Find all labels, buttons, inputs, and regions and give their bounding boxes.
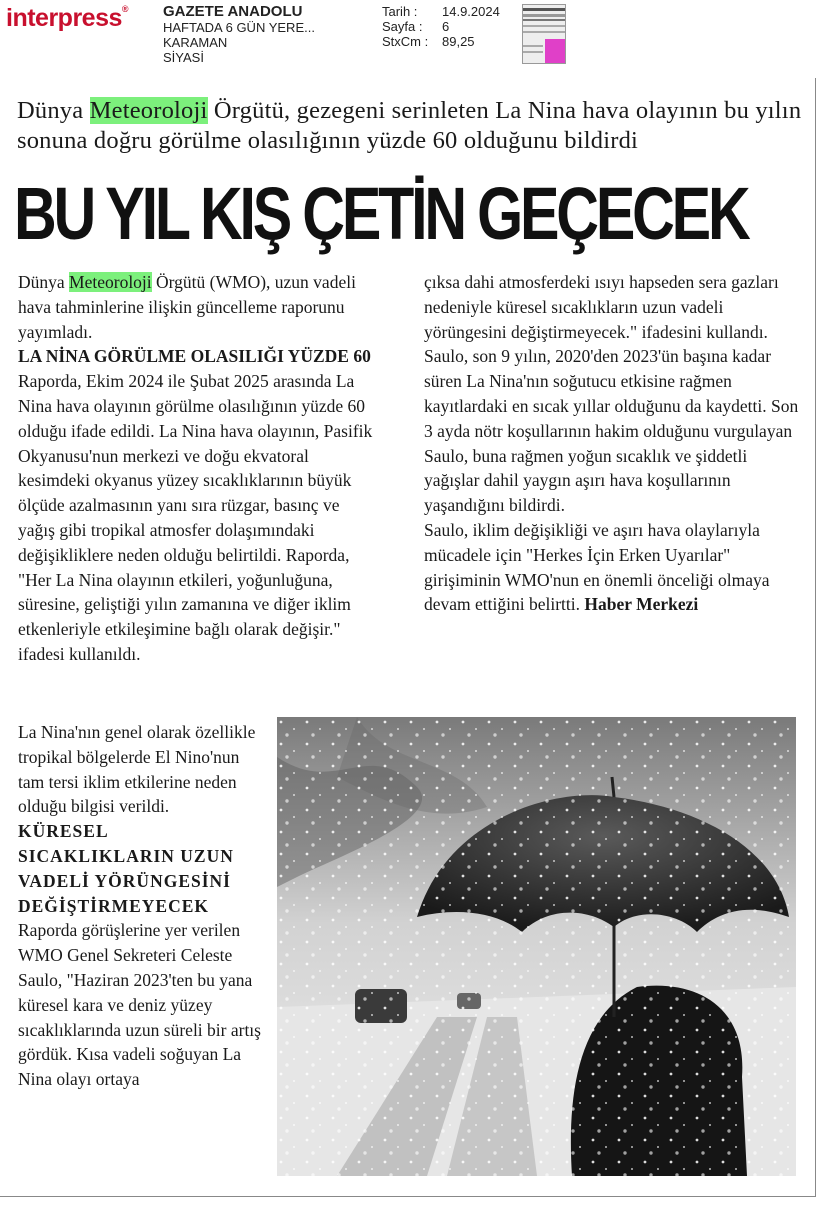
page-thumbnail[interactable] xyxy=(522,4,566,64)
meta-value-page: 6 xyxy=(442,19,450,34)
article-photo xyxy=(277,717,796,1176)
meta-label-date: Tarih : xyxy=(382,4,418,19)
publication-edition: HAFTADA 6 GÜN YERE... xyxy=(163,20,315,35)
publication-section: SİYASİ xyxy=(163,50,204,65)
meta-label-page: Sayfa : xyxy=(382,19,423,34)
publication-city: KARAMAN xyxy=(163,35,228,50)
meta-value-stxcm: 89,25 xyxy=(442,34,475,49)
article-column-1: Dünya Meteoroloji Örgütü (WMO), uzun vadeli hava tahminlerine ilişkin güncelleme raporunu yayımladı. LA NİNA GÖRÜLME OLASILIĞI YÜZDE 60 Raporda, Ekim 2024 ile Şubat 2025 arasında La Nina hava olayının görülme olasılığının yüzde 60 olduğu ifade edildi. La Nina hava olayının, Pasifik Okyanusu'nun merkezi ve doğu ekvatoral kesimdeki okyanus yüzey sıcaklıklarının büyük ölçüde azalmasının yanı sıra rüzgar, basınç ve yağış gibi tropikal atmosfer dolaşımındaki değişikliklere neden olduğu belirtildi. Raporda, "Her La Nina olayının etkileri, yoğunluğuna, süresine, geliştiği yılın zamanına ve diğer iklim etkenleriyle etkileşimine bağlı olarak değişir." ifadesi kullanıldı. xyxy=(18,272,373,664)
section-heading: LA NİNA GÖRÜLME OLASILIĞI YÜZDE 60 xyxy=(18,346,371,367)
publication-name: GAZETE ANADOLU xyxy=(163,3,303,20)
article-subtitle: Dünya Meteoroloji Örgütü, gezegeni serinleten La Nina hava olayının bu yılın sonuna doğru görülme olasılığının yüzde 60 olduğunu bildirdi xyxy=(17,97,802,154)
article-column-3: La Nina'nın genel olarak özellikle tropikal bölgelerde El Nino'nun tam tersi iklim etkilerine neden olduğu bilgisi verildi. KÜRESEL SICAKLIKLARIN UZUN VADELİ YÖRÜNGESİNİ DEĞİŞTİRMEYECEK Raporda görüşlerine yer verilen WMO Genel Sekreteri Celeste Saulo, "Haziran 2023'ten bu yana küresel kara ve deniz yüzey sıcaklıklarında uzun süreli bir artış gördük. Kısa vadeli soğuyan La Nina olayı ortaya xyxy=(18,720,268,1092)
highlight-keyword: Meteoroloji xyxy=(69,272,152,292)
article-headline: BU YIL KIŞ ÇETİN GEÇECEK xyxy=(14,172,748,255)
section-heading: KÜRESEL SICAKLIKLARIN UZUN VADELİ YÖRÜNGESİNİ DEĞİŞTİRMEYECEK xyxy=(18,821,234,916)
interpress-logo: interpress® xyxy=(6,4,129,32)
snow-umbrella-illustration xyxy=(277,717,796,1176)
highlight-keyword: Meteoroloji xyxy=(89,97,208,124)
meta-label-stxcm: StxCm : xyxy=(382,34,429,49)
article-byline: Haber Merkezi xyxy=(584,594,699,615)
article-column-2: çıksa dahi atmosferdeki ısıyı hapseden sera gazları nedeniyle küresel sıcaklıkların uzun vadeli yörüngesini değiştirmeyecek." ifadesini kullandı. Saulo, son 9 yılın, 2020'den 2023'ün başına kadar süren La Nina'nın soğutucu etkisine rağmen kayıtlardaki en sıcak yıllar olduğunu da kaydetti. Son 3 ayda nötr koşullarının hakim olduğunu vurgulayan Saulo, buna rağmen yoğun sıcaklık ve şiddetli yağışlar dahil yaygın aşırı hava koşullarının yaşandığını bildirdi. Saulo, iklim değişikliği ve aşırı hava olaylarıyla mücadele için "Herkes İçin Erken Uyarılar" girişiminin WMO'nun en önemli önceliği olmaya devam ettiğini belirtti. Haber Merkezi xyxy=(424,272,799,615)
meta-value-date: 14.9.2024 xyxy=(442,4,500,19)
